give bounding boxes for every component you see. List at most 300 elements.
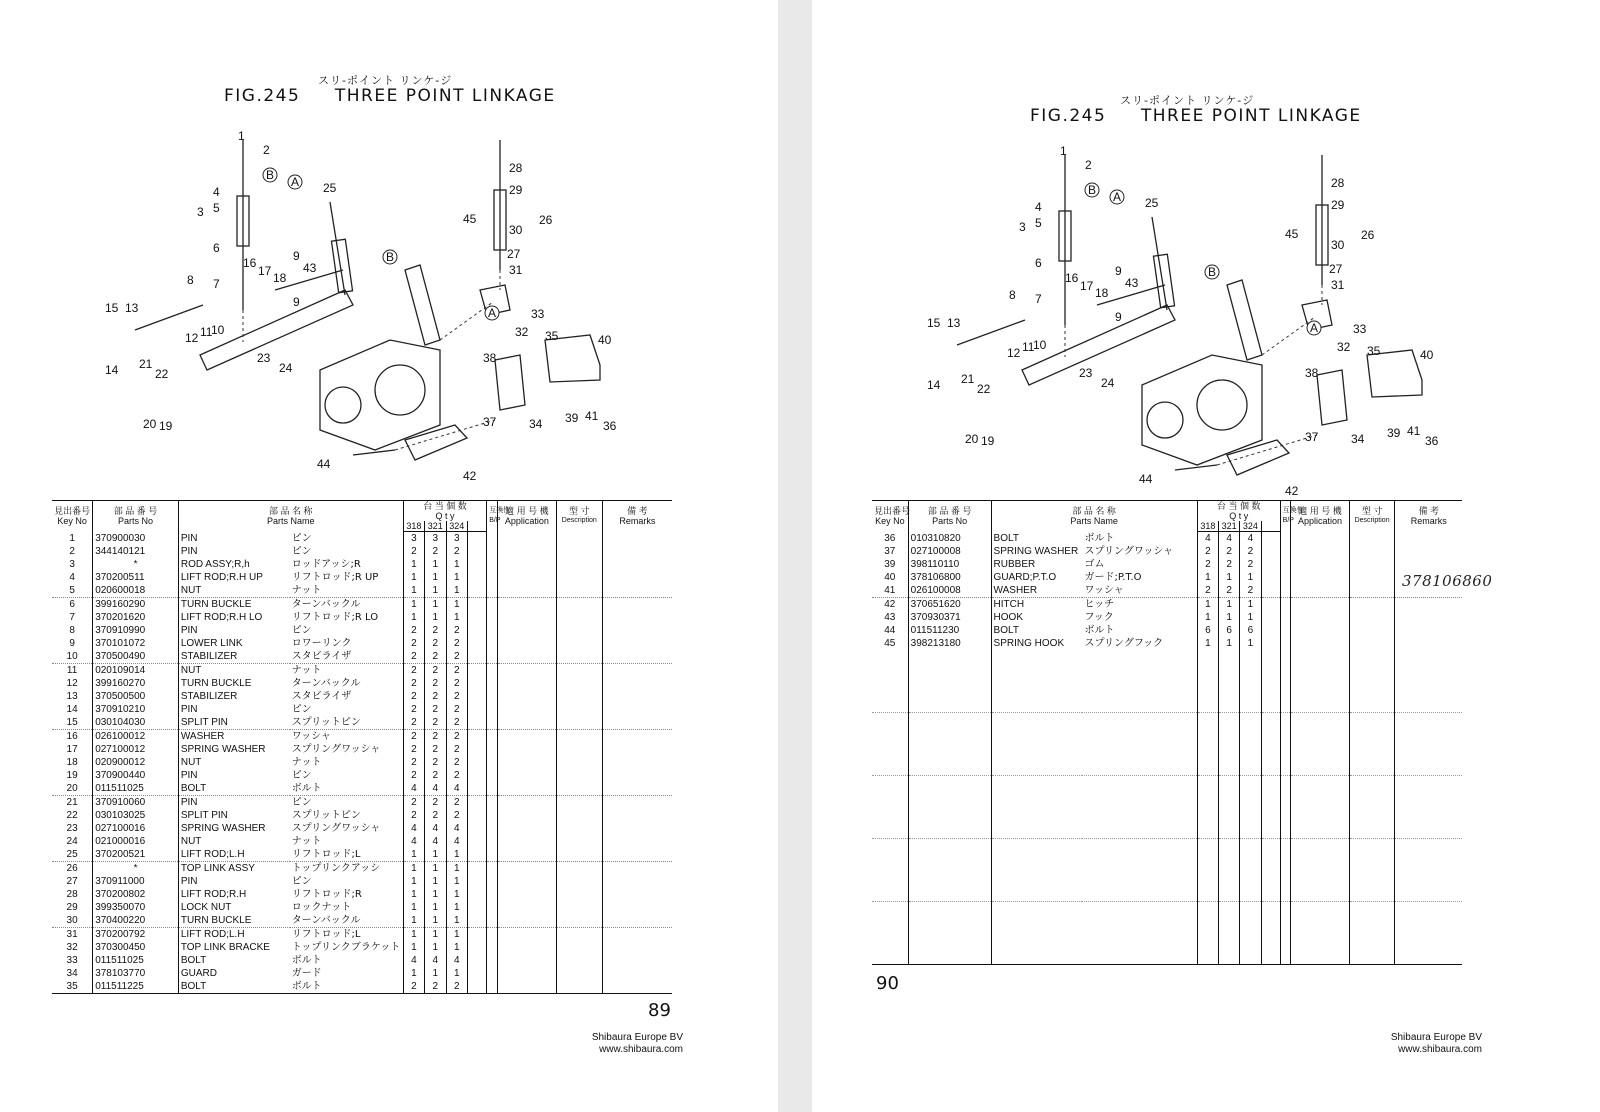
parts-table	[872, 500, 1462, 965]
cell-qty-321: 1	[1219, 571, 1240, 584]
table-row	[52, 888, 672, 901]
cell-key: 27	[66, 876, 78, 887]
cell-qty-324: 1	[446, 914, 467, 928]
cell-parts-no: 370651620	[908, 598, 991, 612]
cell-qty-324: 1	[1240, 571, 1261, 584]
cell-qty-321: 1	[425, 967, 446, 980]
cell-parts-name: HOOK	[991, 611, 1082, 624]
cell-parts-name-jp: ターンバックル	[291, 678, 361, 689]
cell-qty-321: 1	[425, 928, 446, 942]
col-parts-no: 部 品 番 号 Parts No	[93, 501, 179, 532]
cell-qty-321: 2	[425, 650, 446, 664]
cell-qty-321: 1	[425, 848, 446, 862]
cell-parts-name: BOLT	[178, 782, 289, 796]
cell-qty-318: 3	[403, 532, 424, 546]
col-application: 適 用 号 機 Application	[497, 501, 556, 532]
callout-number: 15	[927, 316, 941, 330]
callout-number: 37	[483, 415, 497, 429]
cell-key: 11	[52, 664, 93, 678]
cell-key: 23	[66, 823, 78, 834]
guard-shape	[495, 355, 525, 410]
cell-qty-318: 1	[403, 611, 424, 624]
table-row	[52, 809, 672, 822]
cell-qty-324: 1	[1240, 637, 1261, 650]
table-row	[872, 571, 1462, 584]
hitch-shape	[405, 425, 467, 460]
cell-parts-name-jp: ピン	[291, 625, 312, 636]
cell-key: 33	[66, 955, 78, 966]
cell-parts-name: TURN BUCKLE	[178, 677, 289, 690]
callout-number: 11	[1022, 340, 1035, 354]
cell-parts-name-jp: ヒッチ	[1082, 598, 1197, 612]
cell-qty-318: 1	[403, 928, 424, 942]
col-remarks: 備 考 Remarks	[1395, 501, 1462, 532]
reference-marker-label: B	[1087, 183, 1097, 197]
cell-key: 8	[69, 625, 75, 636]
figure-title	[224, 86, 556, 106]
cell-parts-name: PIN	[178, 796, 289, 810]
cell-qty-321: 4	[1219, 532, 1240, 546]
col-parts-no: 部 品 番 号 Parts No	[908, 501, 991, 532]
cell-parts-name: LIFT ROD;R.H	[178, 888, 289, 901]
cell-key: 30	[66, 915, 78, 926]
cell-qty-324: 2	[446, 637, 467, 650]
callout-number: 9	[293, 249, 300, 263]
cell-qty-324: 2	[446, 703, 467, 716]
cell-parts-no: 370201620	[93, 611, 179, 624]
cell-qty-321: 1	[425, 584, 446, 598]
cell-qty-321: 1	[425, 571, 446, 584]
cell-parts-name: TURN BUCKLE	[178, 914, 289, 928]
cell-qty-324: 1	[446, 611, 467, 624]
table-row	[52, 558, 672, 571]
cell-parts-name-jp: ナット	[291, 585, 322, 596]
table-row	[52, 914, 672, 928]
cell-qty-318: 1	[403, 598, 424, 612]
cell-parts-name-jp: ロックナット	[291, 902, 352, 913]
callout-number: 38	[1305, 366, 1319, 380]
cell-parts-no: 370500500	[93, 690, 179, 703]
cell-qty-321: 2	[425, 980, 446, 994]
callout-number: 26	[1361, 228, 1375, 242]
cell-parts-name-jp: ワッシャ	[1084, 585, 1124, 596]
cell-parts-no: 030103025	[93, 809, 179, 822]
callout-number: 40	[1420, 348, 1434, 362]
cell-key: 34	[66, 968, 78, 979]
cell-parts-name-jp: ワッシャ	[290, 730, 404, 744]
housing-flange-shape	[1197, 380, 1247, 430]
cell-qty-324: 1	[446, 571, 467, 584]
cell-key: 40	[884, 572, 896, 583]
cell-parts-name: TOP LINK BRACKE	[178, 941, 289, 954]
cell-key: 37	[884, 546, 896, 557]
col-qty-extra	[1261, 521, 1280, 532]
table-row	[52, 941, 672, 954]
cell-key: 19	[66, 770, 78, 781]
cell-parts-name-jp: スプリットピン	[291, 810, 361, 821]
cell-qty-324: 2	[446, 769, 467, 782]
cell-qty-324: 1	[446, 888, 467, 901]
table-row	[52, 730, 672, 744]
cell-qty-324: 1	[1240, 598, 1261, 612]
cell-parts-no: 020600018	[93, 584, 179, 598]
cell-parts-no: 370200802	[93, 888, 179, 901]
cell-parts-name: TOP LINK ASSY	[178, 862, 289, 876]
callout-number: 13	[125, 301, 139, 315]
exploded-diagram	[95, 120, 655, 483]
lift-rod-left-body-shape	[1153, 254, 1174, 307]
cell-parts-name-jp: ターンバックル	[291, 915, 361, 926]
cell-parts-name-jp: ピン	[290, 796, 404, 810]
cell-qty-321: 1	[425, 901, 446, 914]
cell-parts-no: 011511225	[93, 980, 179, 994]
cell-parts-name-jp: ボルト	[291, 783, 322, 794]
cell-qty-321: 2	[425, 743, 446, 756]
cell-qty-318: 2	[403, 743, 424, 756]
cell-qty-321: 2	[425, 703, 446, 716]
cell-qty-318: 2	[403, 624, 424, 637]
callout-number: 16	[1065, 271, 1079, 285]
cell-parts-name: ROD ASSY;R,h	[178, 558, 289, 571]
cell-qty-324: 1	[446, 875, 467, 888]
cell-qty-324: 2	[446, 756, 467, 769]
cell-qty-321: 2	[425, 730, 446, 744]
cell-parts-no: 020900012	[93, 756, 179, 769]
callout-number: 39	[565, 411, 579, 425]
table-row-empty	[872, 713, 1462, 776]
hitch-bolt-shape	[1175, 465, 1217, 470]
col-model-321: 321	[1219, 521, 1240, 532]
callout-number: 5	[1035, 216, 1042, 230]
cell-qty-324: 2	[446, 664, 467, 678]
callout-number: 4	[1035, 200, 1042, 214]
handwritten-note: 378106860	[1402, 572, 1493, 590]
cell-parts-no: 011511230	[908, 624, 991, 637]
callout-number: 3	[197, 205, 204, 219]
callout-number: 37	[1305, 430, 1319, 444]
table-row-empty	[872, 839, 1462, 902]
col-model-318: 318	[403, 521, 424, 532]
cell-qty-321: 6	[1219, 624, 1240, 637]
callout-number: 40	[598, 333, 612, 347]
callout-number: 43	[303, 261, 317, 275]
cell-parts-no: 011511025	[93, 782, 179, 796]
cell-qty-321: 2	[425, 637, 446, 650]
page-number: 90	[876, 973, 899, 994]
table-row	[52, 584, 672, 598]
cell-parts-name: GUARD;P.T.O	[991, 571, 1082, 584]
table-row-empty	[872, 902, 1462, 965]
cell-key: 44	[884, 625, 896, 636]
cell-parts-name: LIFT ROD;L.H	[178, 848, 289, 862]
cell-parts-no: 370200511	[93, 571, 179, 584]
table-row	[52, 743, 672, 756]
callout-number: 5	[213, 201, 220, 215]
catalog-page-right	[812, 0, 1600, 1112]
callout-number: 39	[1387, 426, 1401, 440]
callout-number: 29	[1331, 198, 1345, 212]
cell-parts-name: BOLT	[991, 624, 1082, 637]
table-row	[52, 848, 672, 862]
parts-table	[52, 500, 672, 994]
table-row	[52, 650, 672, 664]
cell-parts-name: PIN	[178, 769, 289, 782]
cell-key: 41	[884, 585, 896, 596]
cell-parts-name-jp: リフトロッド;R	[291, 889, 362, 900]
col-remarks: 備 考 Remarks	[602, 501, 672, 532]
stabilizer-shape	[135, 305, 203, 330]
figure-title	[1030, 106, 1362, 126]
cell-parts-name: LIFT ROD;R.H UP	[178, 571, 289, 584]
table-row	[52, 835, 672, 848]
cell-key: 20	[66, 783, 78, 794]
cell-parts-name: SPLIT PIN	[178, 716, 289, 730]
cell-parts-name: PIN	[178, 875, 289, 888]
cell-qty-321: 1	[425, 611, 446, 624]
cell-parts-no: 370900030	[93, 532, 179, 546]
callout-number: 28	[1331, 176, 1345, 190]
callout-number: 19	[981, 434, 995, 448]
cell-parts-name: SPRING WASHER	[178, 743, 289, 756]
cell-qty-324: 1	[446, 598, 467, 612]
figure-number: FIG.245	[224, 86, 301, 106]
cell-parts-no: 344140121	[93, 545, 179, 558]
cell-qty-324: 4	[1240, 532, 1261, 546]
cell-key: 31	[52, 928, 93, 942]
table-row-empty	[872, 776, 1462, 839]
callout-number: 33	[1353, 322, 1367, 336]
col-qty-extra	[467, 521, 486, 532]
guide-line	[440, 302, 493, 340]
table-row	[52, 716, 672, 730]
table-row	[52, 967, 672, 980]
callout-number: 27	[507, 247, 521, 261]
callout-number: 6	[213, 241, 220, 255]
cell-qty-318: 2	[403, 769, 424, 782]
col-key: 見出番号 Key No	[872, 501, 908, 532]
cell-qty-324: 1	[446, 558, 467, 571]
table-row	[52, 901, 672, 914]
callout-number: 8	[187, 273, 194, 287]
cell-qty-324: 2	[446, 743, 467, 756]
cell-key: 9	[69, 638, 75, 649]
reference-marker-label: A	[1112, 190, 1122, 204]
cell-qty-318: 1	[403, 888, 424, 901]
cell-qty-318: 1	[403, 571, 424, 584]
cell-parts-name: LOCK NUT	[178, 901, 289, 914]
cell-qty-318: 6	[1197, 624, 1218, 637]
cell-qty-318: 2	[403, 980, 424, 994]
cell-qty-318: 1	[403, 914, 424, 928]
cell-parts-name: SPRING HOOK	[991, 637, 1082, 650]
col-model-318: 318	[1197, 521, 1218, 532]
cell-qty-318: 2	[403, 716, 424, 730]
cell-parts-no: 026100012	[93, 730, 179, 744]
cell-qty-324: 1	[446, 584, 467, 598]
cell-parts-no: 010310820	[908, 532, 991, 546]
table-row	[52, 756, 672, 769]
cell-qty-318: 2	[403, 677, 424, 690]
callout-number: 21	[961, 372, 975, 386]
callout-number: 15	[105, 301, 119, 315]
cell-qty-318: 4	[1197, 532, 1218, 546]
cell-parts-name-jp: ピン	[291, 704, 312, 715]
col-application: 適 用 号 機 Application	[1291, 501, 1349, 532]
cell-parts-no: 370101072	[93, 637, 179, 650]
table-row	[52, 598, 672, 612]
table-row	[52, 862, 672, 876]
cell-parts-no: 398110110	[908, 558, 991, 571]
cell-parts-name: STABILIZER	[178, 650, 289, 664]
callout-number: 3	[1019, 220, 1026, 234]
cell-parts-name-jp: スプリングワッシャ	[291, 744, 381, 755]
cell-parts-name-jp: スプリットピン	[291, 717, 361, 728]
cell-parts-no: 370200792	[93, 928, 179, 942]
lift-rod-left-body-shape	[331, 239, 352, 292]
cell-parts-no: 027100008	[908, 545, 991, 558]
footer-company: Shibaura Europe BV	[591, 1032, 683, 1043]
table-row	[52, 624, 672, 637]
cell-qty-318: 4	[403, 835, 424, 848]
table-row	[872, 637, 1462, 650]
cell-key: 35	[52, 980, 93, 994]
cell-qty-318: 2	[403, 703, 424, 716]
cell-qty-318: 2	[1197, 584, 1218, 598]
cell-qty-318: 2	[403, 637, 424, 650]
cell-qty-321: 4	[425, 782, 446, 796]
cell-qty-321: 2	[425, 716, 446, 730]
callout-number: 34	[1351, 432, 1365, 446]
callout-number: 14	[927, 378, 941, 392]
page-gutter	[778, 0, 812, 1112]
table-row	[872, 545, 1462, 558]
catalog-page-left	[0, 0, 778, 1112]
cell-parts-name-jp: ピン	[291, 876, 312, 887]
cell-qty-321: 2	[1219, 545, 1240, 558]
cell-qty-318: 1	[403, 875, 424, 888]
cell-parts-name: SPRING WASHER	[991, 545, 1082, 558]
callout-number: 32	[515, 325, 529, 339]
cell-parts-name-jp: ナット	[290, 664, 404, 678]
cell-parts-name: PIN	[178, 532, 289, 546]
cell-parts-name-jp: ボルト	[290, 980, 404, 994]
cell-parts-no: 399350070	[93, 901, 179, 914]
cell-parts-no: 370910060	[93, 796, 179, 810]
table-row	[52, 954, 672, 967]
callout-number: 6	[1035, 256, 1042, 270]
callout-number: 23	[1079, 366, 1093, 380]
table-row	[52, 545, 672, 558]
table-row	[872, 598, 1462, 612]
cell-qty-318: 2	[403, 650, 424, 664]
footer-company: Shibaura Europe BV	[1390, 1032, 1482, 1043]
callout-number: 31	[509, 263, 523, 277]
cell-parts-name: PIN	[178, 703, 289, 716]
cell-parts-name: BOLT	[991, 532, 1082, 546]
cell-key: 4	[69, 572, 75, 583]
callout-number: 24	[1101, 376, 1115, 390]
cell-qty-324: 2	[446, 545, 467, 558]
cell-key: 43	[884, 612, 896, 623]
callout-number: 10	[211, 323, 225, 337]
callout-number: 7	[1035, 292, 1042, 306]
cell-parts-name-jp: スタビライザ	[291, 691, 352, 702]
cell-parts-name-jp: ターンバックル	[290, 598, 404, 612]
cell-qty-321: 1	[425, 558, 446, 571]
figure-name: THREE POINT LINKAGE	[1140, 106, 1362, 126]
cell-parts-no: 370910990	[93, 624, 179, 637]
callout-number: 42	[463, 469, 477, 483]
footer-url: www.shibaura.com	[599, 1044, 683, 1055]
table-row	[52, 822, 672, 835]
cell-qty-324: 2	[446, 796, 467, 810]
cell-parts-name-jp: リフトロッド;L	[291, 849, 361, 860]
cell-parts-name: HITCH	[991, 598, 1082, 612]
hitch-shape	[1227, 440, 1289, 475]
cell-parts-no: 370911000	[93, 875, 179, 888]
cell-parts-no: 370200521	[93, 848, 179, 862]
cell-qty-318: 1	[403, 558, 424, 571]
table-row	[52, 928, 672, 942]
cell-qty-318: 1	[403, 941, 424, 954]
cell-qty-321: 4	[425, 822, 446, 835]
cell-parts-no: 030104030	[93, 716, 179, 730]
stabilizer-shape	[957, 320, 1025, 345]
cell-qty-324: 1	[446, 967, 467, 980]
cell-key: 36	[884, 532, 896, 544]
cell-qty-324: 2	[446, 690, 467, 703]
callout-number: 30	[509, 223, 523, 237]
callout-number: 17	[1080, 279, 1094, 293]
callout-number: 25	[323, 181, 337, 195]
cell-key: 13	[66, 691, 78, 702]
callout-number: 1	[1060, 144, 1067, 158]
cell-parts-no: 021000016	[93, 835, 179, 848]
callout-number: 45	[1285, 227, 1299, 241]
callout-number: 22	[155, 367, 169, 381]
cell-key: 18	[66, 757, 78, 768]
table-row	[872, 558, 1462, 571]
cell-qty-318: 1	[1197, 598, 1218, 612]
housing-shape	[320, 340, 440, 450]
cell-parts-name: BOLT	[178, 954, 289, 967]
cell-qty-321: 1	[1219, 598, 1240, 612]
cell-qty-318: 1	[1197, 571, 1218, 584]
cell-qty-321: 2	[425, 756, 446, 769]
cell-parts-no: 399160270	[93, 677, 179, 690]
cell-parts-name-jp: スプリングフック	[1084, 638, 1164, 649]
callout-number: 34	[529, 417, 543, 431]
reference-marker-label: A	[1309, 321, 1319, 335]
col-model-324: 324	[446, 521, 467, 532]
table-row	[52, 703, 672, 716]
cell-qty-324: 4	[446, 822, 467, 835]
callout-number: 4	[213, 185, 220, 199]
cell-qty-318: 4	[403, 954, 424, 967]
callout-number: 14	[105, 363, 119, 377]
cell-qty-324: 2	[446, 730, 467, 744]
cell-parts-name: NUT	[178, 756, 289, 769]
cell-parts-name: BOLT	[178, 980, 289, 994]
cell-qty-324: 1	[446, 848, 467, 862]
table-row	[52, 980, 672, 994]
callout-number: 8	[1009, 288, 1016, 302]
cell-parts-name: LIFT ROD;R.H LO	[178, 611, 289, 624]
cell-parts-name-jp: ガード;P.T.O	[1084, 572, 1142, 583]
col-qty: 台 当 個 数 Q t y	[1197, 501, 1280, 522]
cell-qty-318: 2	[403, 756, 424, 769]
callout-number: 10	[1033, 338, 1047, 352]
